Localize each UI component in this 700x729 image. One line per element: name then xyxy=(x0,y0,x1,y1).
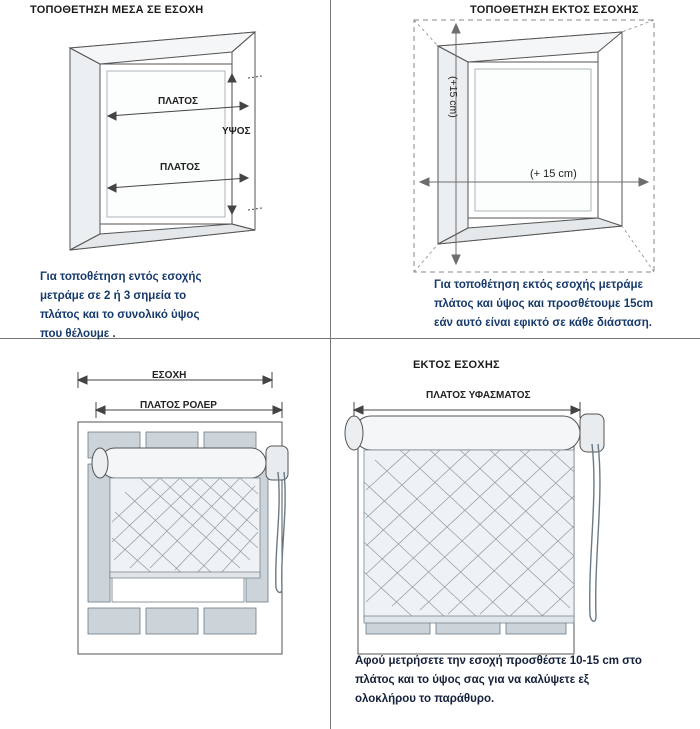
roller-outside-svg xyxy=(330,378,700,653)
outside-recess-svg xyxy=(330,14,700,276)
label-fabric-width: ΠΛΑΤΟΣ ΥΦΑΣΜΑΤΟΣ xyxy=(426,390,531,401)
label-roller-width: ΠΛΑΤΟΣ ΡΟΛΕΡ xyxy=(140,400,217,411)
title-top-left: ΤΟΠΟΘΕΤΗΣΗ ΜΕΣΑ ΣΕ ΕΣΟΧΗ xyxy=(30,4,204,16)
label-height: ΥΨΟΣ xyxy=(222,126,251,137)
title-bottom-right: ΕΚΤΟΣ ΕΣΟΧΗΣ xyxy=(413,359,500,371)
label-recess: ΕΣΟΧΗ xyxy=(152,370,187,381)
caption-inside-recess: Για τοποθέτηση εντός εσοχής μετράμε σε 2 ή 3 σημεία το πλάτος και το συνολικό ύψος που θέλουμε . xyxy=(40,271,202,340)
divider-horizontal-right xyxy=(330,338,700,339)
title-top-right: ΤΟΠΟΘΕΤΗΣΗ ΕΚΤΟΣ ΕΣΟΧΗΣ xyxy=(470,4,639,16)
caption-roller-outside: Αφού μετρήσετε την εσοχή προσθέστε 10-15 cm στο πλάτος και το ύψος σας για να καλύψετε εξ ολοκλήρου το παράθυρο. xyxy=(355,655,642,705)
caption-outside-recess: Για τοποθέτηση εκτός εσοχής μετράμε πλάτος και ύψος και προσθέτουμε 15cm εάν αυτό είναι εφικτό σε κάθε διάσταση. xyxy=(434,279,654,329)
inside-recess-svg xyxy=(0,18,330,268)
label-vertical-extra: (+15 cm) xyxy=(447,76,459,118)
illustration-roller-inside xyxy=(0,352,330,672)
illustration-inside-recess xyxy=(0,18,330,268)
illustration-outside-recess xyxy=(330,14,700,276)
label-horizontal-extra: (+ 15 cm) xyxy=(530,168,577,180)
illustration-roller-outside xyxy=(330,378,700,653)
label-width-bottom: ΠΛΑΤΟΣ xyxy=(160,162,200,173)
label-width-top: ΠΛΑΤΟΣ xyxy=(158,96,198,107)
